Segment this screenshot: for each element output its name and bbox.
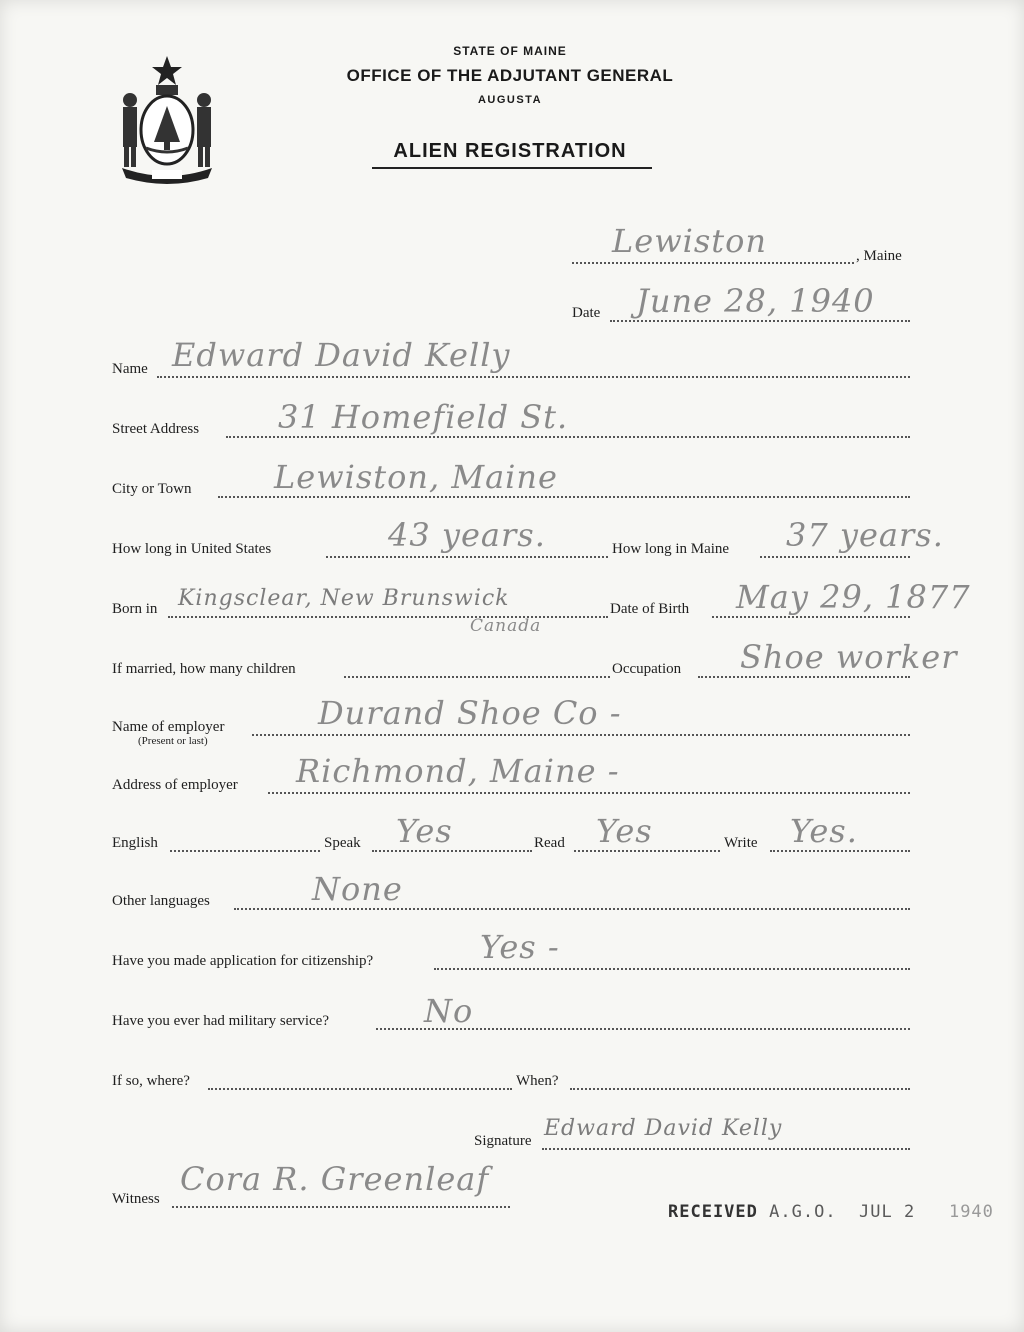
witness-value: Cora R. Greenleaf [180, 1160, 490, 1198]
employer-line [252, 734, 910, 736]
other-languages-label: Other languages [112, 893, 210, 909]
date-label: Date [572, 305, 601, 321]
occupation-label: Occupation [612, 661, 682, 677]
form-title: ALIEN REGISTRATION [393, 140, 627, 162]
name-label: Name [112, 361, 148, 377]
dob-line [712, 616, 910, 618]
office-heading: OFFICE OF THE ADJUTANT GENERAL [346, 66, 674, 85]
street-label: Street Address [112, 421, 200, 437]
read-value: Yes [596, 812, 653, 850]
speak-value: Yes [396, 812, 453, 850]
born-in-value: Kingsclear, New Brunswick [178, 586, 510, 611]
military-label: Have you ever had military service? [112, 1013, 329, 1029]
stamp-year: 1940 [948, 1202, 994, 1222]
employer-address-value: Richmond, Maine - [296, 752, 620, 790]
speak-label: Speak [324, 835, 361, 851]
signature-label: Signature [474, 1133, 532, 1149]
english-label: English [112, 835, 158, 851]
stamp-office: A.G.O. [769, 1202, 837, 1222]
read-label: Read [534, 835, 565, 851]
english-line [170, 850, 320, 852]
employer-address-line [268, 792, 910, 794]
write-label: Write [724, 835, 758, 851]
title-underline [372, 167, 652, 169]
signature-value: Edward David Kelly [544, 1116, 783, 1141]
street-line [226, 436, 910, 438]
received-stamp [668, 1202, 994, 1222]
dob-value: May 29, 1877 [736, 578, 971, 616]
name-value: Edward David Kelly [172, 336, 511, 374]
us-years-value: 43 years. [388, 516, 546, 554]
citizenship-label: Have you made application for citizenship? [112, 953, 374, 969]
us-years-label: How long in United States [112, 541, 272, 557]
occupation-line [698, 676, 910, 678]
employer-value: Durand Shoe Co - [318, 694, 622, 732]
signature-line [542, 1148, 910, 1150]
maine-suffix: , Maine [856, 248, 902, 264]
when-line [570, 1088, 910, 1090]
citizenship-value: Yes - [480, 928, 560, 966]
employer-address-label: Address of employer [112, 777, 238, 793]
city-heading: AUGUSTA [477, 94, 543, 106]
born-in-country: Canada [470, 616, 542, 636]
dob-label: Date of Birth [610, 601, 690, 617]
other-languages-line [234, 908, 910, 910]
town-line [572, 262, 854, 264]
city-line [218, 496, 910, 498]
employer-note: (Present or last) [138, 735, 208, 747]
born-in-label: Born in [112, 601, 158, 617]
maine-years-value: 37 years. [786, 516, 944, 554]
children-line [344, 676, 610, 678]
town-value: Lewiston [612, 222, 767, 260]
maine-state-seal-icon [112, 52, 222, 184]
other-languages-value: None [312, 870, 403, 908]
witness-label: Witness [112, 1191, 160, 1207]
date-line [610, 320, 910, 322]
read-line [574, 850, 720, 852]
where-label: If so, where? [112, 1073, 190, 1089]
stamp-date: JUL 2 [859, 1202, 916, 1222]
date-value: June 28, 1940 [636, 282, 875, 320]
witness-line [172, 1206, 510, 1208]
us-years-line [326, 556, 608, 558]
stamp-received: RECEIVED [668, 1202, 758, 1222]
city-label: City or Town [112, 481, 192, 497]
city-value: Lewiston, Maine [274, 458, 558, 496]
write-line [770, 850, 910, 852]
employer-label: Name of employer [112, 719, 225, 735]
when-label: When? [516, 1073, 559, 1089]
maine-years-line [760, 556, 910, 558]
name-line [157, 376, 910, 378]
citizenship-line [434, 968, 910, 970]
write-value: Yes. [790, 812, 858, 850]
children-label: If married, how many children [112, 661, 296, 677]
speak-line [372, 850, 532, 852]
where-line [208, 1088, 512, 1090]
state-heading: STATE OF MAINE [453, 44, 567, 58]
born-in-line [168, 616, 608, 618]
military-value: No [424, 992, 474, 1030]
maine-years-label: How long in Maine [612, 541, 730, 557]
occupation-value: Shoe worker [740, 638, 958, 676]
street-value: 31 Homefield St. [278, 398, 569, 436]
